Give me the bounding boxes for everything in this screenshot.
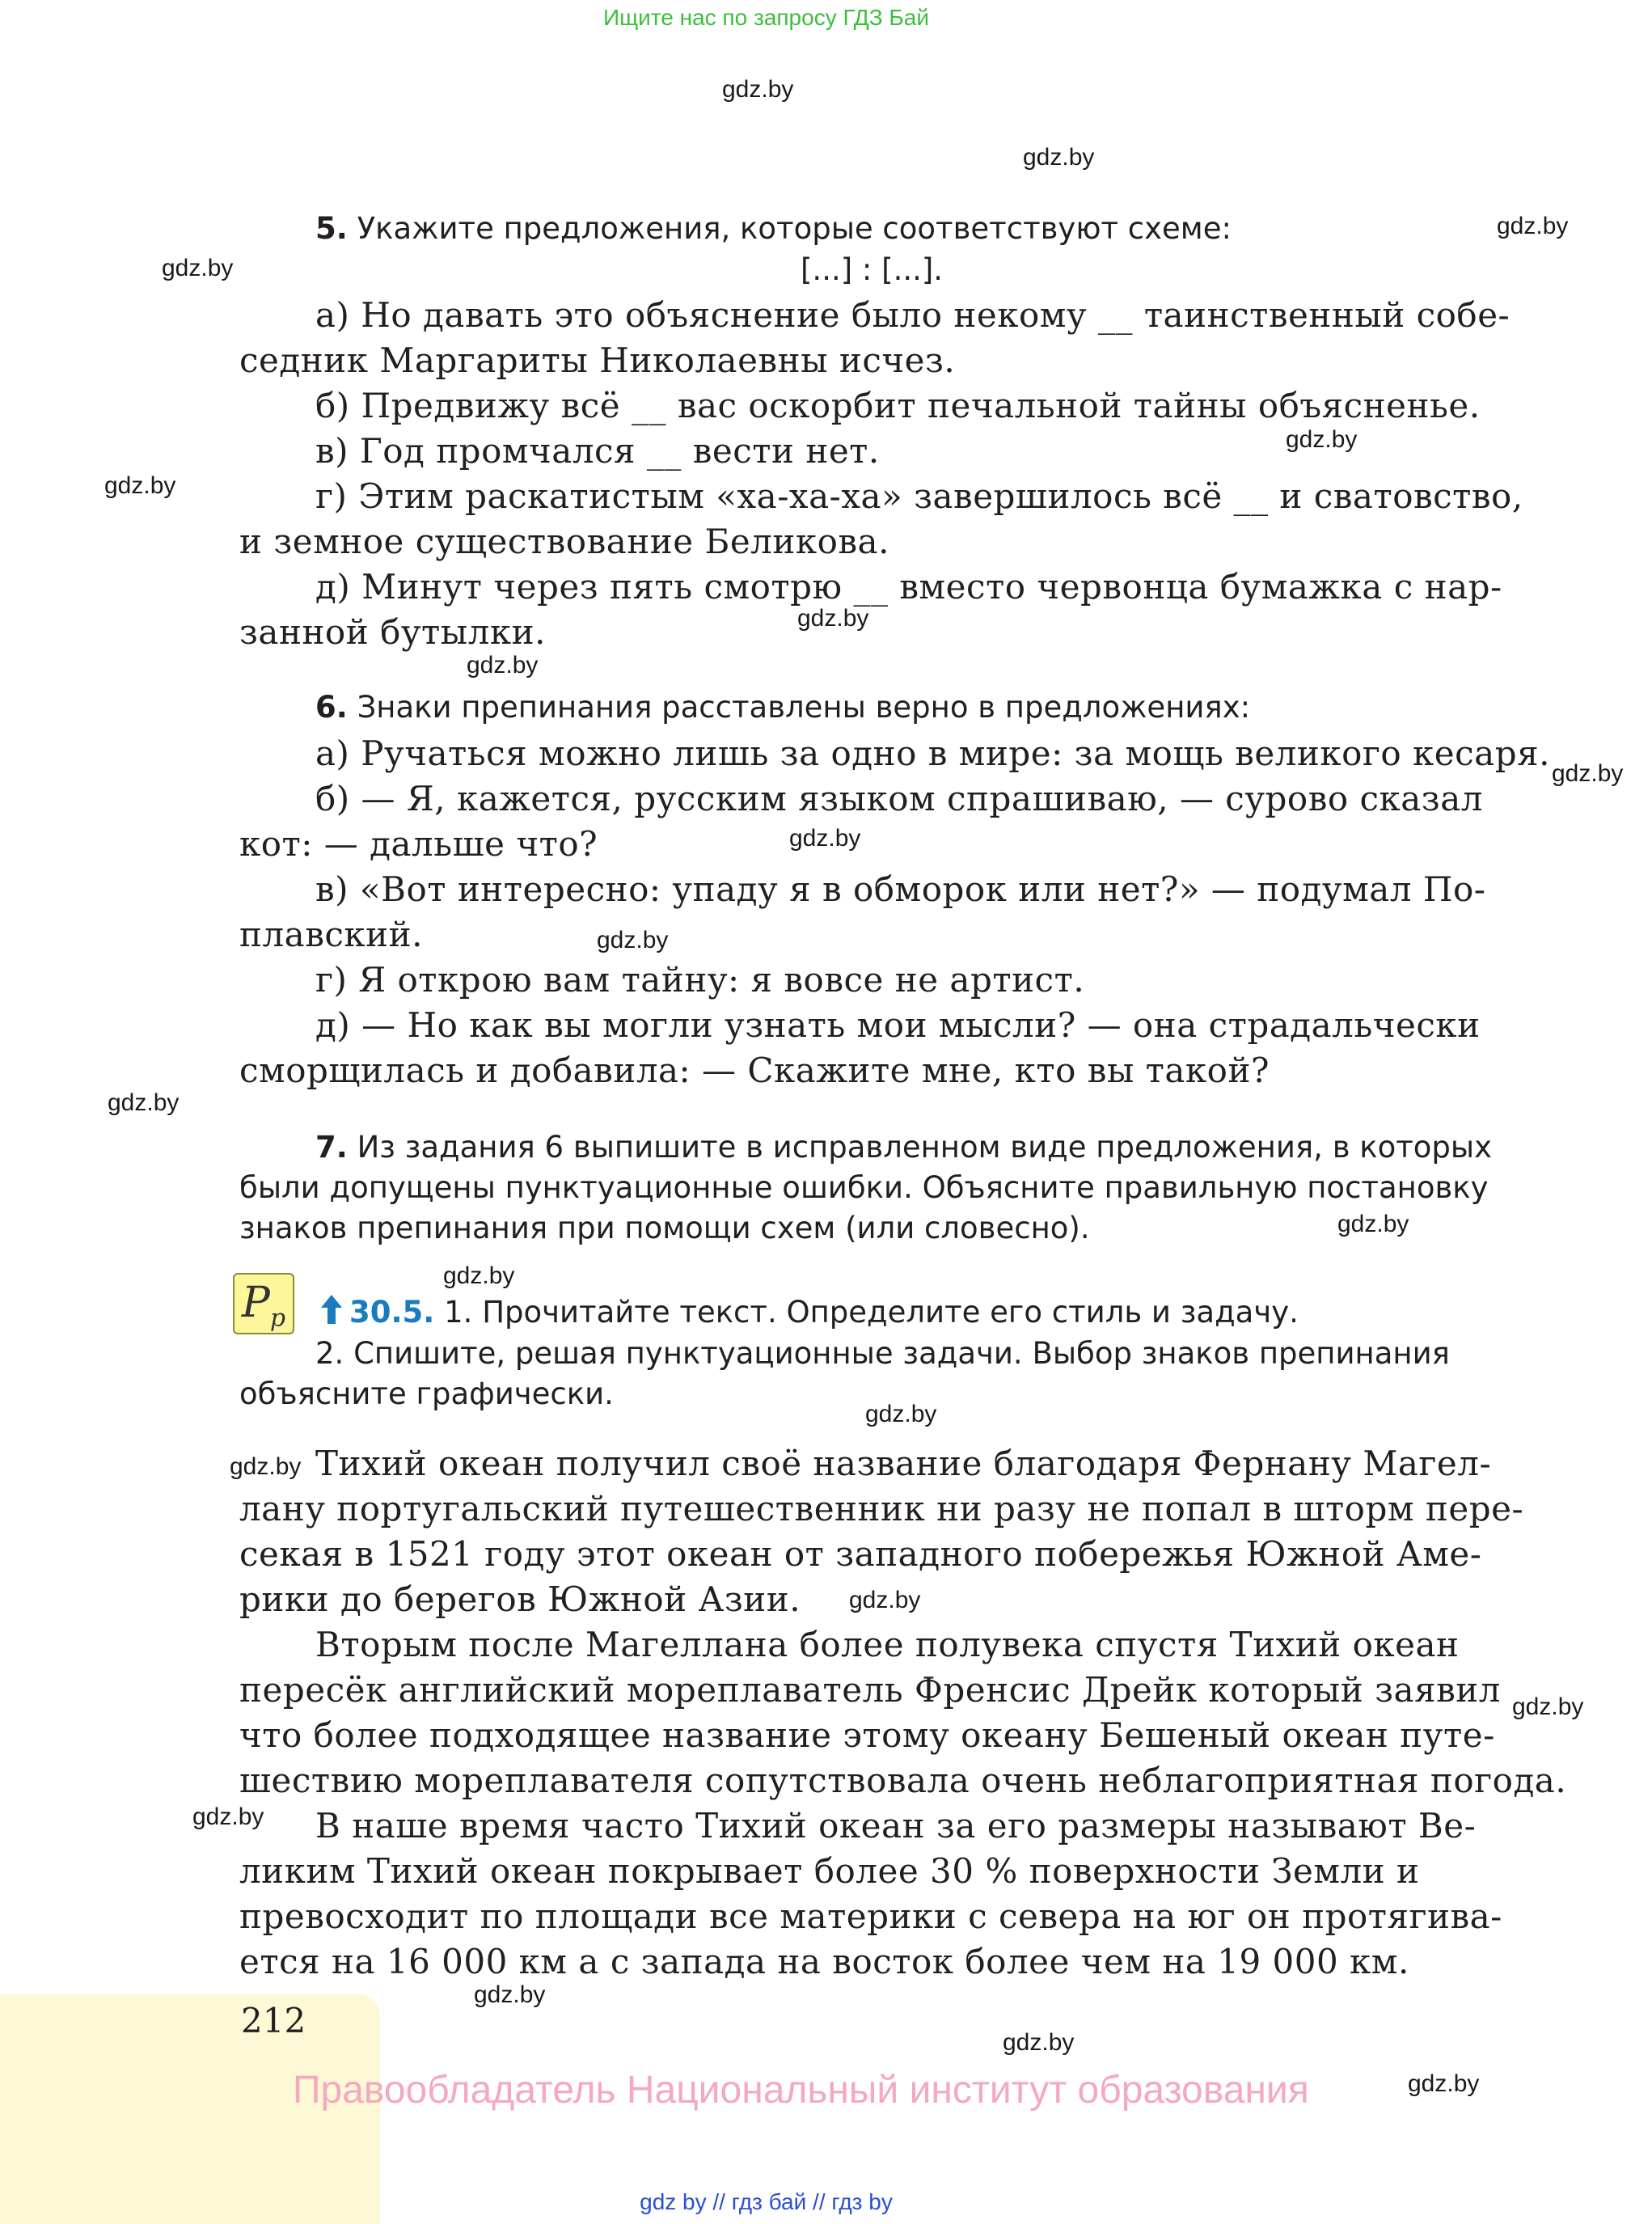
task-6-heading [315,687,1250,728]
watermark: gdz.by [1512,1693,1584,1720]
passage-line: секая в 1521 году этот океан от западного побережья Южной Аме- [239,1534,1482,1574]
task-5-line: и земное существование Беликова. [239,522,889,561]
top-banner[interactable]: Ищите нас по запросу ГДЗ Бай [602,5,930,30]
watermark: gdz.by [1552,760,1624,787]
passage-line: рики до берегов Южной Азии. [239,1579,801,1619]
arrow-up-icon [319,1293,344,1326]
passage-line: что более подходящее название этому океану Бешеный океан путе- [239,1715,1495,1755]
watermark: gdz.by [192,1803,264,1830]
watermark: gdz.by [1003,2029,1075,2056]
task-5-line: г) Этим раскатистым «ха-ха-ха» завершилось всё __ и сватовство, [315,476,1523,516]
task-number: 7. [315,1130,348,1165]
task-text: Укажите предложения, которые соответствуют схеме: [357,211,1232,246]
task-7-line [315,1127,1492,1168]
watermark: gdz.by [230,1453,302,1480]
pp-icon [233,1273,294,1334]
passage-line: ликим Тихий океан покрывает более 30 % поверхности Земли и [239,1851,1420,1891]
task-text: Из задания 6 выпишите в исправленном виде предложения, в которых [357,1130,1493,1165]
task-number: 5. [315,211,348,246]
task-7-line: были допущены пунктуационные ошибки. Объясните правильную постановку [239,1170,1489,1205]
passage-line: Тихий океан получил своё название благодаря Фернану Магел- [315,1444,1492,1483]
passage-line: ется на 16 000 км а с запада на восток более чем на 19 000 км. [239,1942,1409,1981]
exercise-line: 2. Спишите, решая пунктуационные задачи. Выбор знаков препинания [315,1336,1450,1371]
watermark: gdz.by [1497,213,1569,239]
page-number: 212 [241,2001,306,2040]
exercise-task-1: 1. Прочитайте текст. Определите его стиль и задачу. [444,1295,1299,1330]
task-6-line: б) — Я, кажется, русским языком спрашиваю, — сурово сказал [315,779,1483,818]
watermark: gdz.by [474,1981,546,2008]
exercise-line: объясните графически. [239,1376,614,1411]
task-5-line: а) Но давать это объяснение было некому __ таинственный собе- [315,295,1510,335]
passage-line: лану португальский путешественник ни разу не попал в шторм пере- [239,1489,1524,1528]
pp-icon-letter: P [241,1279,270,1327]
task-6-line: сморщилась и добавила: — Скажите мне, кто вы такой? [239,1051,1270,1090]
task-5-scheme: [...] : [...]. [801,252,944,287]
footer-links[interactable]: gdz by // гдз бай // гдз by [640,2189,893,2214]
passage-line: В наше время часто Тихий океан за его размеры называют Ве- [315,1806,1477,1846]
task-5-line: седник Маргариты Николаевны исчез. [239,340,956,380]
task-5-line: в) Год промчался __ вести нет. [315,431,880,471]
exercise-line [349,1292,1299,1333]
task-6-line: а) Ручаться можно лишь за одно в мире: за мощь великого кесаря. [315,734,1550,773]
passage-line: Вторым после Магеллана более полувека спустя Тихий океан [315,1625,1460,1664]
watermark: gdz.by [1408,2070,1480,2097]
watermark: gdz.by [162,255,234,281]
passage-line: превосходит по площади все материки с севера на юг он протягива- [239,1896,1502,1936]
watermark: gdz.by [443,1262,515,1289]
task-5-line: д) Минут через пять смотрю __ вместо червонца бумажка с нар- [315,567,1502,607]
watermark: gdz.by [1023,144,1095,171]
task-5-line: б) Предвижу всё __ вас оскорбит печальной тайны объясненье. [315,386,1481,425]
watermark: gdz.by [597,927,669,953]
task-7-line: знаков препинания при помощи схем (или словесно). [239,1211,1090,1245]
copyright-notice: Правообладатель Национальный институт образования [293,2069,1309,2112]
watermark: gdz.by [104,472,176,499]
watermark: gdz.by [1286,426,1358,453]
watermark: gdz.by [1337,1211,1409,1237]
task-6-line: в) «Вот интересно: упаду я в обморок или нет?» — подумал По- [315,869,1486,909]
passage-line: шествию мореплавателя сопутствовала очень неблагоприятная погода. [239,1761,1567,1800]
task-6-line: г) Я открою вам тайну: я вовсе не артист. [315,960,1085,1000]
task-number: 6. [315,690,348,725]
watermark: gdz.by [789,825,861,852]
watermark: gdz.by [467,652,539,679]
watermark: gdz.by [722,76,794,103]
pp-icon-sub: p [269,1304,286,1333]
task-6-line: кот: — дальше что? [239,824,598,864]
task-5-heading [315,209,1232,249]
watermark: gdz.by [849,1587,921,1613]
task-6-line: д) — Но как вы могли узнать мои мысли? — она страдальчески [315,1005,1481,1045]
exercise-number: 30.5. [349,1295,435,1330]
watermark: gdz.by [108,1089,180,1116]
watermark: gdz.by [797,605,869,632]
task-5-line: занной бутылки. [239,612,546,652]
task-text: Знаки препинания расставлены верно в предложениях: [357,690,1251,725]
task-6-line: плавский. [239,915,423,954]
passage-line: пересёк английский мореплаватель Френсис Дрейк который заявил [239,1670,1501,1710]
watermark: gdz.by [865,1401,937,1427]
